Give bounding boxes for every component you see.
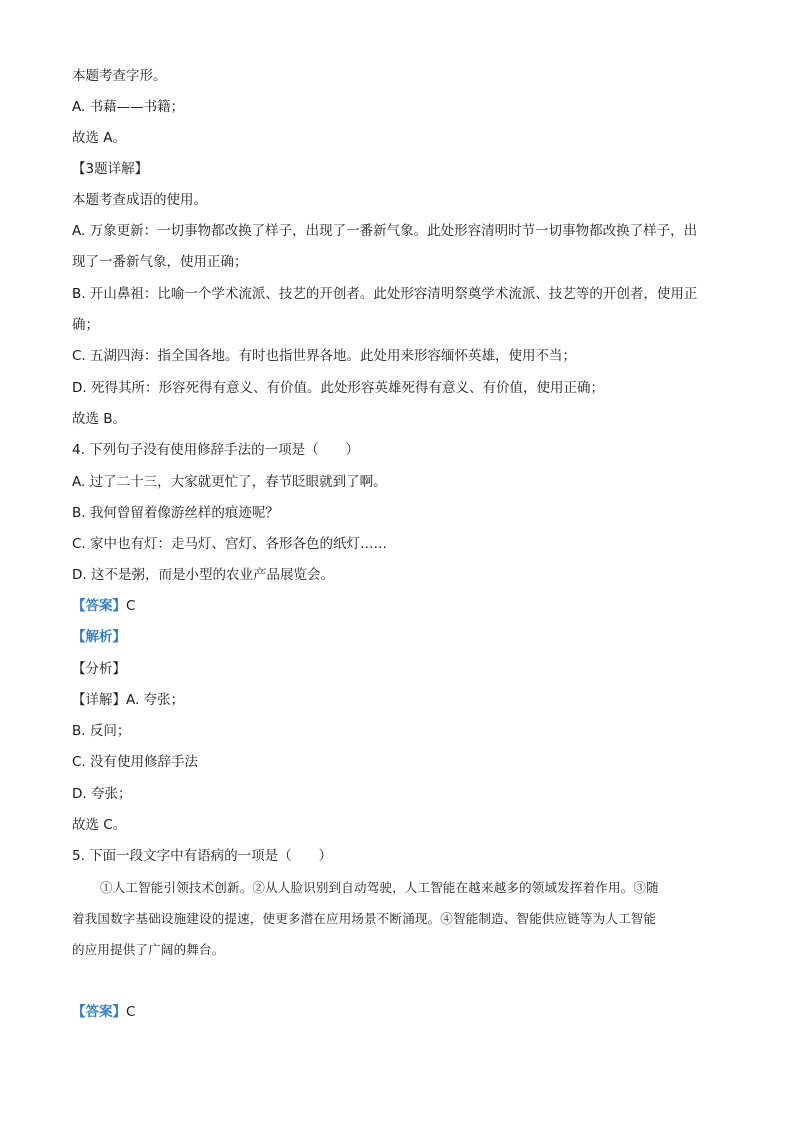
text-line: A. 书藉——书籍； [72,99,185,115]
option-d: D. 这不是粥，而是小型的农业产品展览会。 [72,567,334,583]
text-line: C. 五湖四海：指全国各地。有时也指世界各地。此处用来形容缅怀英雄，使用不当； [72,348,577,364]
question-stem-4: 4. 下列句子没有使用修辞手法的一项是（ ） [72,442,360,458]
answer-tag: 【答案】 [72,1004,126,1020]
text-line: D. 死得其所：形容死得有意义、有价值。此处形容英雄死得有意义、有价值，使用正确； [72,380,604,396]
answer-value: C [126,598,136,614]
detail-line [72,690,724,710]
option-b: B. 我何曾留着像游丝样的痕迹呢？ [72,505,279,521]
section-heading-q3: 【3题详解】 [72,161,149,177]
text-line: 本题考查字形。 [72,68,167,84]
fenxi-tag: 【分析】 [72,661,126,677]
passage-line: 的应用提供了广阔的舞台。 [72,942,225,957]
text-line: 确； [72,317,99,333]
analysis-tag: 【解析】 [72,629,126,645]
answer-value: C [126,1004,136,1020]
detail-d: D. 夸张； [72,786,132,802]
text-line: B. 开山鼻祖：比喻一个学术流派、技艺的开创者。此处形容清明祭奠学术流派、技艺等的开创者，使用正 [72,286,698,302]
answer-line-q4 [72,596,724,616]
answer-tag: 【答案】 [72,598,126,614]
answer-line-q5 [72,1002,724,1022]
text-line: 现了一番新气象，使用正确； [72,254,248,270]
detail-a: A. 夸张； [126,692,185,708]
detail-tag: 【详解】 [72,692,126,708]
option-c: C. 家中也有灯：走马灯、宫灯、各形各色的纸灯…… [72,536,388,552]
text-line: 本题考查成语的使用。 [72,192,207,208]
passage-line: ①人工智能引领技术创新。②从人脸识别到自动驾驶，人工智能在越来越多的领域发挥着作用。③随 [100,880,659,895]
passage-line: 着我国数字基础设施建设的提速，使更多潜在应用场景不断涌现。④智能制造、智能供应链等为人工智能 [72,911,657,926]
conclusion-q4: 故选 C。 [72,817,127,833]
text-line: A. 万象更新：一切事物都改换了样子，出现了一番新气象。此处形容清明时节一切事物都改换了样子，出 [72,223,698,239]
detail-b: B. 反问； [72,723,131,739]
text-line: 故选 B。 [72,411,127,427]
detail-c: C. 没有使用修辞手法 [72,754,199,770]
text-line: 故选 A。 [72,130,127,146]
option-a: A. 过了二十三，大家就更忙了，春节眨眼就到了啊。 [72,474,387,490]
question-stem-5: 5. 下面一段文字中有语病的一项是（ ） [72,848,333,864]
